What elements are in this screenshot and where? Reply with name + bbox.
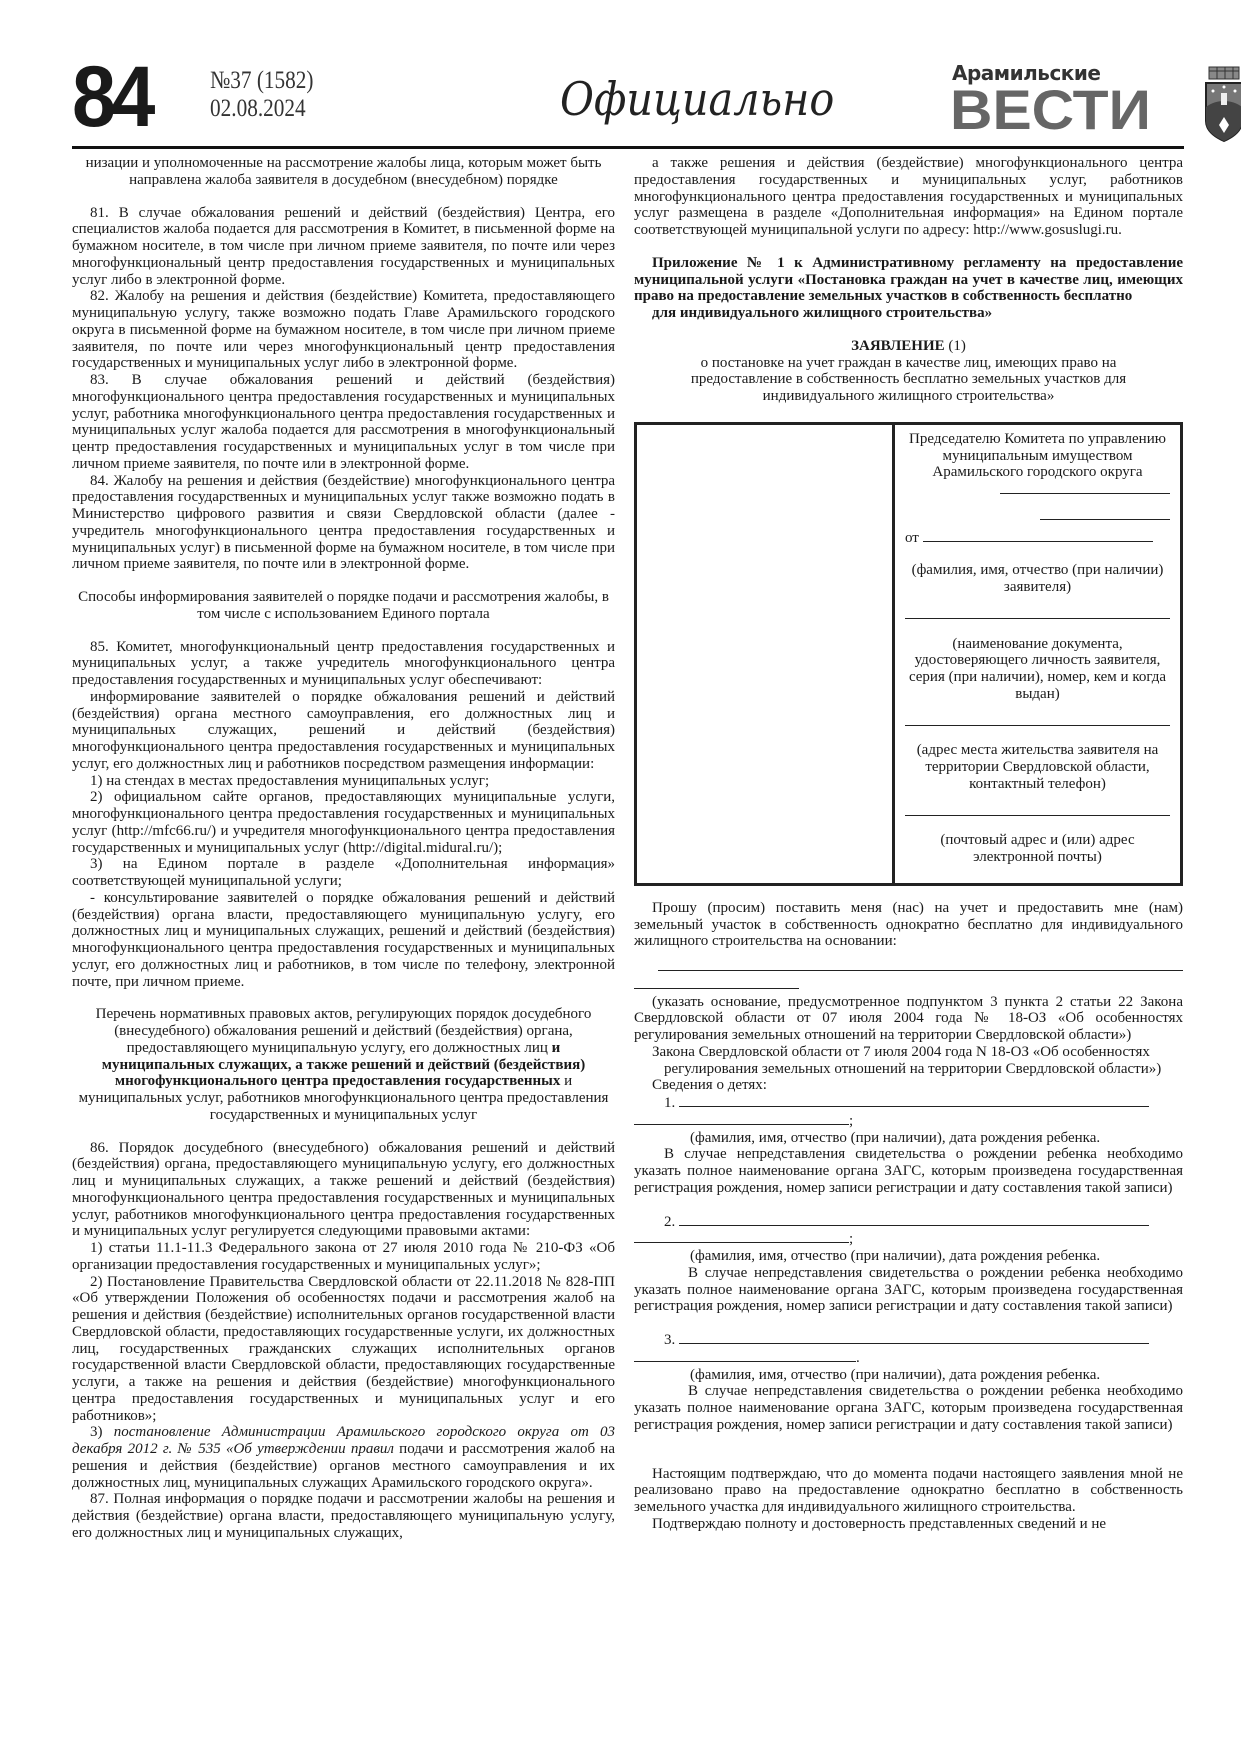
page-number: 84 <box>72 49 151 145</box>
child-hint: (фамилия, имя, отчество (при наличии), дата рождения ребенка. <box>690 1129 1101 1146</box>
law-line-2: регулирования земельных отношений на территории Свердловской области») <box>664 1060 1162 1077</box>
paragraph-86: 86. Порядок досудебного (внесудебного) обжалования решений и действий (бездействия) органа, предоставляющего муниципальную услугу, его должностных лиц и муниципальных служащих, а также решений и действий (бездействия) многофункционального центра предоставления государственных и муниципальных услуг, работников многофункционального центра предоставления государственных и муниципальных услуг регулируется следующими правовыми актами: <box>72 1139 615 1240</box>
statement-note: (1) <box>948 337 966 354</box>
confirm-paragraph-1: Настоящим подтверждаю, что до момента подачи настоящего заявления мной не реализовано право на предоставление однократно бесплатно в собственность земельного участка для индивидуального жилищного строительства. <box>634 1465 1183 1515</box>
child-note: В случае непредставления свидетельства о рождении ребенка необходимо указать полное наименование органа ЗАГС, которым произведена государственная регистрация рождения, номер записи регистрации и дату составления такой записи) <box>634 1264 1183 1315</box>
basis-field[interactable] <box>658 958 1183 971</box>
statement-title: ЗАЯВЛЕНИЕ <box>851 337 945 354</box>
statement-heading <box>634 338 1183 355</box>
child-number: 2. <box>664 1213 676 1230</box>
appendix-title-2: для индивидуального жилищного строительства» <box>652 305 993 321</box>
document-field[interactable] <box>905 606 1170 619</box>
child-field[interactable] <box>679 1213 1149 1226</box>
child-field[interactable] <box>679 1331 1149 1344</box>
children-label: Сведения о детях: <box>652 1077 767 1094</box>
item-3-italic: постановление Администрации Арамильского городского округа от 03 декабря 2012 г. № 535 «Об утверждении правил <box>72 1424 615 1457</box>
page-header <box>72 49 1184 147</box>
paragraph-86-item-1: 1) статьи 11.1-11.3 Федерального закона от 27 июля 2010 года № 210-ФЗ «Об организации предоставления государственных и муниципальных услуг»; <box>72 1240 615 1273</box>
child-note: В случае непредставления свидетельства о рождении ребенка необходимо указать полное наименование органа ЗАГС, которым произведена государственная регистрация рождения, номер записи регистрации и дату составления такой записи) <box>634 1383 1183 1433</box>
paragraph-85: 85. Комитет, многофункциональный центр предоставления государственных и муниципальных услуг, а также учредитель многофункционального центра предоставления государственных и муниципальных услуг обеспечивают: <box>72 638 615 688</box>
heading-acts-part1: Перечень нормативных правовых актов, регулирующих порядок досудебного (внесудебного) обжалования решений и действий (бездействия) органа, предоставляющего муниципальную услугу, его должностных лиц <box>95 1006 592 1056</box>
from-field[interactable] <box>923 529 1153 542</box>
email-field[interactable] <box>905 803 1170 816</box>
form-address-cell <box>895 425 1180 883</box>
addressee-line-2[interactable] <box>1040 507 1170 520</box>
heading-acts-part2: и муниципальных услуг, работников многофункционального центра предоставления государственных и муниципальных услуг <box>78 1073 609 1123</box>
child-field-2[interactable] <box>634 1230 849 1243</box>
form-blank-cell <box>637 425 895 883</box>
paragraph-85-item-1: 1) на стендах в местах предоставления муниципальных услуг; <box>90 772 490 789</box>
applicant-form-box <box>634 422 1183 886</box>
hint-address: (адрес места жительства заявителя на территории Свердловской области, контактный телефон) <box>916 742 1159 792</box>
basis-hint: (указать основание, предусмотренное подпунктом 3 пункта 2 статьи 22 Закона Свердловской области от 07 июля 2004 года № 18-ОЗ «Об особенностях регулирования земельных отношений на территории Свердловской области») <box>634 993 1183 1043</box>
child-field-2[interactable] <box>634 1349 856 1362</box>
right-column <box>634 155 1183 1533</box>
address-field[interactable] <box>905 713 1170 726</box>
paragraph-83: 83. В случае обжалования решений и действий (бездействия) многофункционального центра предоставления государственных и муниципальных услуг, работника многофункционального центра предоставления государственных и муниципальных услуг жалоба подается для рассмотрения в многофункциональный центр предоставления государственных и муниципальных услуг в том числе при личном приеме заявителя, по почте или в электронной форме. <box>72 372 615 472</box>
paragraph-84: 84. Жалобу на решения и действия (бездействие) многофункционального центра предоставления государственных и муниципальных услуг также возможно подать в Министерство цифрового развития и связи Свердловской области (далее - учредитель многофункционального центра предоставления государственных и муниципальных услуг) в письменной форме на бумажном носителе, в том числе при личном приеме заявителя, по почте или в электронной форме. <box>72 472 615 573</box>
child-note: В случае непредставления свидетельства о рождении ребенка необходимо указать полное наименование органа ЗАГС, которым произведена государственная регистрация рождения, номер записи регистрации и дату составления такой записи) <box>634 1146 1183 1196</box>
addressee-line[interactable] <box>1000 481 1170 494</box>
child-hint: (фамилия, имя, отчество (при наличии), дата рождения ребенка. <box>690 1248 1101 1264</box>
hint-email: (почтовый адрес и (или) адрес электронной почты) <box>940 832 1135 865</box>
form-from-label: от <box>905 529 919 546</box>
child-entry <box>634 1213 1183 1316</box>
intro-paragraph: низации и уполномоченные на рассмотрение жалобы лица, которым может быть направлена жалоба заявителя в досудебном (внесудебном) порядке <box>85 155 602 188</box>
child-field-2[interactable] <box>634 1112 849 1125</box>
child-number: 1. <box>664 1095 676 1111</box>
logo-bottom-text: ВЕСТИ <box>950 78 1151 141</box>
request-paragraph: Прошу (просим) поставить меня (нас) на учет и предоставить мне (нам) земельный участок в собственность однократно бесплатно для индивидуального жилищного строительства на основании: <box>634 899 1183 950</box>
law-line-1: Закона Свердловской области от 7 июля 2004 года N 18-ОЗ «Об особенностях <box>652 1043 1150 1060</box>
form-addressee: Председателю Комитета по управлению муниципальным имуществом Арамильского городского округа <box>909 430 1166 481</box>
hint-document: (наименование документа, удостоверяющего личность заявителя, серия (при наличии), номер, кем и когда выдан) <box>908 635 1167 702</box>
issue-number: №37 (1582) <box>210 67 314 94</box>
paragraph-85-consult: - консультирование заявителей о порядке обжалования решений и действий (бездействия) органа власти, предоставляющего муниципальную услугу, его должностных лиц и муниципальных служащих, решений и действий (бездействия) многофункционального центра предоставления государственных и муниципальных услуг, его должностных лиц и работников, в том числе по телефону, электронной почте, при личном приеме. <box>72 889 615 990</box>
paragraph-86-item-2: 2) Постановление Правительства Свердловской области от 22.11.2018 № 828-ПП «Об утверждении Положения об особенностях подачи и рассмотрения жалоб на решения и действия (бездействие) исполнительных органов государственной власти Свердловской области, предоставляющих государственные услуги, их должностных лиц, государственных гражданских служащих исполнительных органов государственной власти Свердловской области, предоставляющих государственные услуги, а также на решения и действия (бездействие) многофункционального центра предоставления государственных и муниципальных услуг и его работников»; <box>72 1273 615 1424</box>
paragraph-86-item-3 <box>72 1424 615 1491</box>
logo-top-text: Арамильские <box>952 61 1101 85</box>
paragraph-82: 82. Жалобу на решения и действия (бездействие) Комитета, предоставляющего муниципальную услугу, также возможно подать Главе Арамильского городского округа в письменной форме на бумажном носителе, в том числе при личном приеме заявителя, по почте или через многофункциональный центр предоставления государственных и муниципальных услуг либо в электронной форме. <box>72 288 615 372</box>
paragraph-85-item-3: 3) на Едином портале в разделе «Дополнительная информация» соответствующей муниципальной услуги; <box>72 856 615 889</box>
heading-acts <box>72 1006 615 1123</box>
child-entry <box>634 1331 1183 1434</box>
paragraph-87-continued: а также решения и действия (бездействие) многофункционального центра предоставления государственных и муниципальных услуг, работников многофункционального центра предоставления государственных и муниципальных услуг размещена в разделе «Дополнительная информация» на Едином портале соответствующей муниципальной услуги по адресу: http://www.gosuslugi.ru. <box>634 155 1183 238</box>
child-hint: (фамилия, имя, отчество (при наличии), дата рождения ребенка. <box>690 1366 1101 1383</box>
child-end: . <box>856 1349 860 1366</box>
issue-info <box>210 67 314 123</box>
paragraph-85-info: информирование заявителей о порядке обжалования решений и действий (бездействия) органа местного самоуправления, его должностных лиц и муниципальных служащих, решений и действий (бездействия) многофункционального центра предоставления государственных и муниципальных услуг, его должностных лиц и работников посредством размещения информации: <box>72 688 615 772</box>
child-number: 3. <box>664 1332 676 1348</box>
child-entry <box>634 1094 1183 1197</box>
paragraph-87: 87. Полная информация о порядке подачи и рассмотрении жалобы на решения и действия (бездействие) органа власти, предоставляющего муниципальную услугу, его должностных лиц и муниципальных служащих, <box>72 1491 615 1541</box>
heading-ways: Способы информирования заявителей о порядке подачи и рассмотрения жалобы, в том числе с использованием Единого портала <box>78 589 609 622</box>
issue-date: 02.08.2024 <box>210 95 306 122</box>
appendix-title: Приложение № 1 к Административному регламенту на предоставление муниципальной услуги «Постановка граждан на учет в качестве лиц, имеющих право на предоставление земельных участков в собственность бесплатно <box>634 254 1183 305</box>
section-title: Официально <box>560 72 835 126</box>
left-column <box>72 155 615 1542</box>
heading-acts-bold: и муниципальных служащих, а также решений и действий (бездействия) многофункционального центра предоставления государственных <box>101 1039 586 1090</box>
child-end: ; <box>849 1112 854 1129</box>
item-3-normal: подачи и рассмотрения жалоб на решения и действия (бездействие) органов местного самоуправления и их должностных лиц, муниципальных служащих Арамильского городского округа». <box>72 1441 615 1491</box>
header-rule <box>72 146 1184 149</box>
child-field[interactable] <box>679 1094 1149 1107</box>
paragraph-85-item-2: 2) официальном сайте органов, предоставляющих муниципальные услуги, многофункционального центра предоставления государственных и муниципальных услуг (http://mfc66.ru/) и учредителя многофункционального центра предоставления государственных и муниципальных услуг (http://digital.midural.ru/); <box>72 789 615 856</box>
child-end: ; <box>849 1231 854 1248</box>
basis-field-2[interactable] <box>634 976 799 989</box>
item-3-number: 3) <box>90 1424 103 1441</box>
confirm-paragraph-2: Подтверждаю полноту и достоверность представленных сведений и не <box>652 1515 1107 1532</box>
paragraph-81: 81. В случае обжалования решений и действий (бездействия) Центра, его специалистов жалоба подается для рассмотрения в Комитет, в письменной форме на бумажном носителе, в том числе при личном приеме заявителя, по почте или через многофункциональный центр предоставления государственных и муниципальных услуг либо в электронной форме. <box>72 204 615 288</box>
statement-subtitle: о постановке на учет граждан в качестве лиц, имеющих право на предоставление в собственность бесплатно земельных участков для индивидуального жилищного строительства» <box>690 354 1127 404</box>
coat-of-arms-icon <box>1203 65 1241 143</box>
hint-name: (фамилия, имя, отчество (при наличии) заявителя) <box>911 562 1164 595</box>
